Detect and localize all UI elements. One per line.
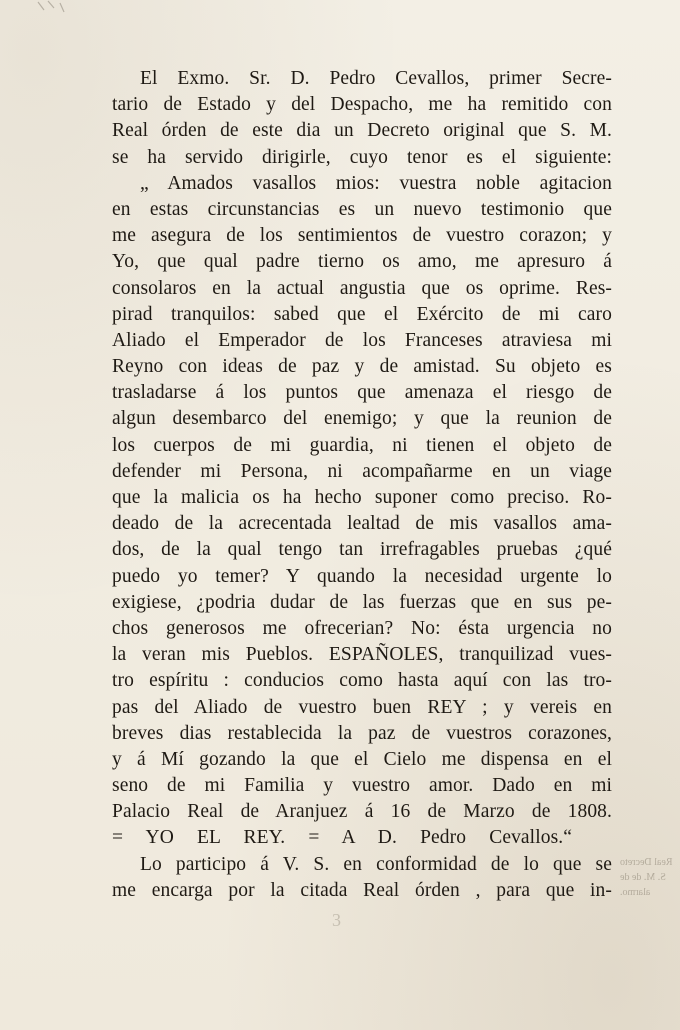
text-line: deado de la acrecentada lealtad de mis vasallos ama- [112, 513, 612, 535]
text-line: en estas circunstancias es un nuevo testimonio que [112, 198, 612, 220]
text-line: defender mi Persona, ni acompañarme en un viage [112, 460, 612, 482]
text-line: se ha servido dirigirle, cuyo tenor es el siguiente: [112, 146, 612, 168]
text-line: Aliado el Emperador de los Franceses atraviesa mi [112, 329, 612, 351]
bleed-through-page-mark: 3 [332, 910, 341, 930]
text-line: pas del Aliado de vuestro buen REY ; y vereis en [112, 696, 612, 718]
text-line: Yo, que qual padre tierno os amo, me apresuro á [112, 251, 612, 273]
bleed-through-text [620, 855, 680, 900]
bleed-through-line: S. M. de de [620, 872, 666, 883]
decree-text-block [112, 66, 612, 904]
text-line: „ Amados vasallos mios: vuestra noble agitacion [140, 172, 612, 194]
text-line: breves dias restablecida la paz de vuestros corazones, [112, 722, 612, 744]
text-line: Real órden de este dia un Decreto original que S. M. [112, 120, 612, 142]
text-line: puedo yo temer? Y quando la necesidad urgente lo [112, 565, 612, 587]
text-line: trasladarse á los puntos que amenaza el riesgo de [112, 382, 612, 404]
text-line: la veran mis Pueblos. ESPAÑOLES, tranquilizad vues- [112, 644, 612, 666]
text-line: dos, de la qual tengo tan irrefragables pruebas ¿qué [112, 539, 612, 561]
bleed-through-line: alarmo. [620, 887, 651, 898]
text-line: tro espíritu : conducios como hasta aquí con las tro- [112, 670, 612, 692]
text-line: Palacio Real de Aranjuez á 16 de Marzo de 1808. [112, 801, 612, 823]
text-line: y á Mí gozando la que el Cielo me dispensa en el [112, 748, 612, 770]
corner-scribble-mark [34, 0, 74, 22]
text-line: Lo participo á V. S. en conformidad de lo que se [140, 853, 612, 875]
text-line: algun desembarco del enemigo; y que la reunion de [112, 408, 612, 430]
bleed-through-line: Real Decreto [620, 857, 673, 868]
text-line: que la malicia os ha hecho suponer como preciso. Ro- [112, 487, 612, 508]
text-line: me encarga por la citada Real órden , para que in- [112, 879, 612, 901]
text-line: El Exmo. Sr. D. Pedro Cevallos, primer Secre- [140, 68, 612, 89]
text-line: chos generosos me ofrecerian? No: ésta urgencia no [112, 617, 612, 639]
text-line: me asegura de los sentimientos de vuestro corazon; y [112, 225, 612, 247]
text-line: Reyno con ideas de paz y de amistad. Su objeto es [112, 356, 612, 378]
text-line-signature: = YO EL REY. = A D. Pedro Cevallos.“ [112, 827, 572, 849]
text-line: los cuerpos de mi guardia, ni tienen el objeto de [112, 434, 612, 456]
text-line: pirad tranquilos: sabed que el Exército de mi caro [112, 303, 612, 325]
text-line: seno de mi Familia y vuestro amor. Dado en mi [112, 775, 612, 797]
text-line: tario de Estado y del Despacho, me ha remitido con [112, 94, 612, 116]
text-line: consolaros en la actual angustia que os oprime. Res- [112, 277, 612, 299]
text-line: exigiese, ¿podria dudar de las fuerzas que en sus pe- [112, 591, 612, 613]
